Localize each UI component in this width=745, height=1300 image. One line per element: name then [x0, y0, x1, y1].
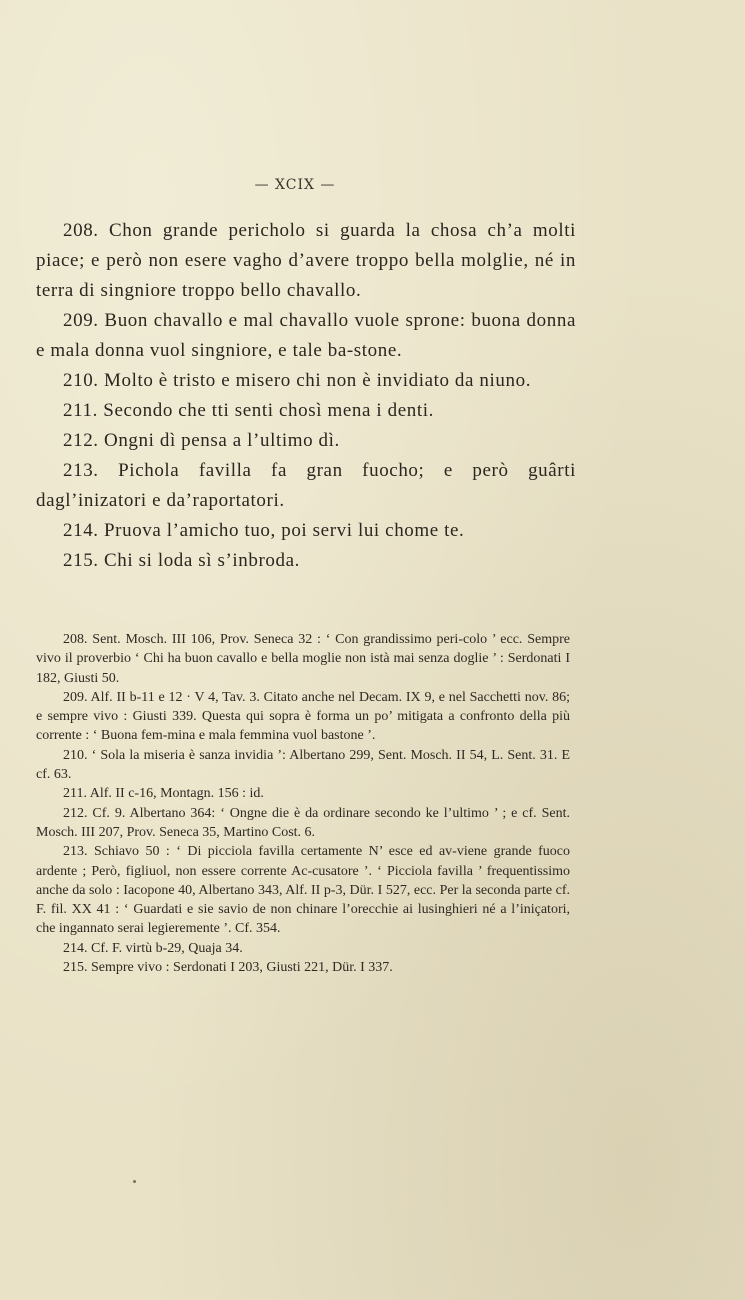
commentary-notes [36, 630, 570, 977]
page-number-header: — XCIX — [254, 177, 336, 193]
note-211: 211. Alf. II c-16, Montagn. 156 : id. [63, 786, 264, 802]
note-215: 215. Sempre vivo : Serdonati I 203, Giusti 221, Dür. I 337. [63, 960, 393, 976]
note-208: 208. Sent. Mosch. III 106, Prov. Seneca 32 : ‘ Con grandissimo peri-colo ’ ecc. Sempre vivo il proverbio ‘ Chi ha buon cavallo e bella moglie non istà mai senza doglie ’ : Serdonati I 182, Giusti 50. [36, 632, 570, 686]
proverb-212: 212. Ongni dì pensa a l’ultimo dì. [63, 430, 340, 451]
proverb-213: 213. Pichola favilla fa gran fuocho; e però guârti dagl’inizatori e da’raportatori. [36, 460, 576, 511]
proverb-209: 209. Buon chavallo e mal chavallo vuole sprone: buona donna e mala donna vuol singniore, e tale ba-stone. [36, 310, 576, 361]
proverb-214: 214. Pruova l’amicho tuo, poi servi lui chome te. [63, 520, 465, 541]
paper-speck [133, 1180, 136, 1183]
proverbs-section [36, 216, 576, 576]
note-214: 214. Cf. F. virtù b-29, Quaja 34. [63, 940, 243, 956]
proverb-210: 210. Molto è tristo e misero chi non è invidiato da niuno. [63, 370, 532, 391]
note-210: 210. ‘ Sola la miseria è sanza invidia ’: Albertano 299, Sent. Mosch. II 54, L. Sent. 31. E cf. 63. [36, 747, 570, 783]
note-212: 212. Cf. 9. Albertano 364: ‘ Ongne die è da ordinare secondo ke l’ultimo ’ ; e cf. Sent. Mosch. III 207, Prov. Seneca 35, Martino Cost. 6. [36, 805, 570, 840]
note-213: 213. Schiavo 50 : ‘ Di picciola favilla certamente N’ esce ed av-viene grande fuoco ardente ; Però, figliuol, non essere corrente Ac-cusatore ’. ‘ Picciola favilla ’ frequentissimo anche da solo : Iacopone 40, Albertano 343, Alf. II p-3, Dür. I 527, ecc. Per la seconda parte cf. F. fil. XX 41 : ‘ Guardati e sie savio de non chinare l’orecchie ai lusinghieri né a l’iniçatori, che ingannato serai legieremente ’. Cf. 354. [36, 844, 570, 937]
proverb-211: 211. Secondo che tti senti chosì mena i denti. [63, 400, 434, 421]
proverb-215: 215. Chi si loda sì s’inbroda. [63, 550, 301, 571]
proverb-208: 208. Chon grande pericholo si guarda la chosa ch’a molti piace; e però non esere vagho d’avere troppo bella molglie, né in terra di singniore troppo bello chavallo. [36, 220, 576, 301]
note-209: 209. Alf. II b-11 e 12 · V 4, Tav. 3. Citato anche nel Decam. IX 9, e nel Sacchetti nov. 86; e sempre vivo : Giusti 339. Questa qui sopra è forma un po’ mitigata a confronto della più corrente : ‘ Buona fem-mina e mala femmina vuol bastone ’. [36, 689, 570, 744]
